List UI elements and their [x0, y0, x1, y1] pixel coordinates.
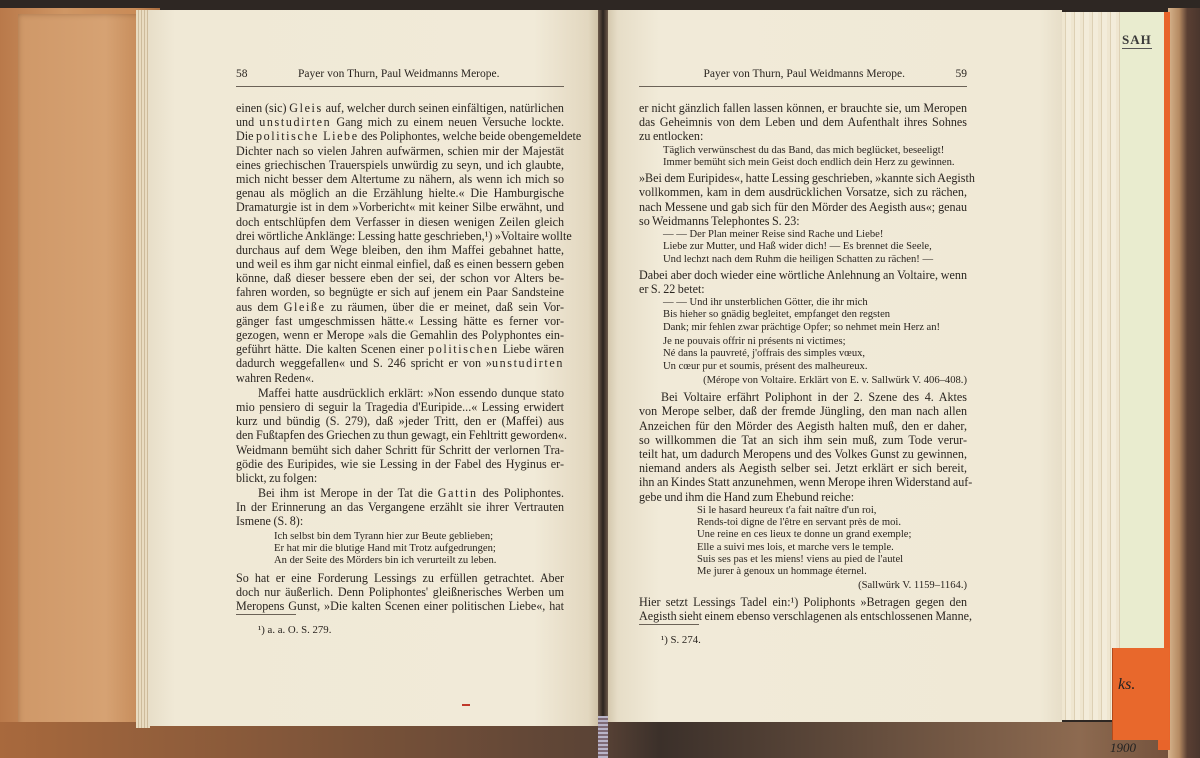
spaced-emphasis: politische Liebe: [256, 129, 359, 144]
text-line: kurz und bündig (S. 279), daß »jeder Tritt, den er (Maffei) aus: [236, 414, 564, 429]
text-line: Rends-toi digne de l'être en servant près de moi.: [697, 517, 902, 529]
page-stack-right: [1062, 12, 1120, 720]
text-line: zu entlocken:: [639, 129, 704, 144]
verse-quote: [639, 145, 967, 170]
text-line: teilt hat, um dadurch Meropens und des Volkes Gunst zu gewinnen,: [639, 447, 967, 461]
spaced-emphasis: unstudirten: [259, 115, 332, 130]
text-line: durchaus auf dem Wege bleiben, den ihm Maffei gebahnet hatte,: [236, 242, 564, 257]
text-line: Je ne pouvais offrir ni présents ni victimes;: [663, 336, 846, 348]
text-line: Une reine en ces lieux te donne un grand exemple;: [697, 529, 912, 541]
text-line: Bei Voltaire erfährt Poliphont in der 2. Szene des 4. Aktes: [661, 390, 967, 405]
orange-tab: [1112, 648, 1169, 740]
verse-quote: [639, 297, 967, 334]
paragraph: [639, 268, 967, 296]
citation: [639, 375, 967, 387]
text-line: Un cœur pur et soumis, présent des malheureux.: [663, 360, 868, 372]
text-line: eines griechischen Trauerspiels unwürdig zu seyn, und ich glaubte,: [236, 157, 564, 172]
text-line: Und lechzt nach dem Ruhm die heiligen Schatten zu rächen! —: [663, 253, 934, 265]
verse-quote: [639, 336, 967, 373]
text-line: Dichter nach so vielen Jahren aufwärmen, schien mir der Majestät: [236, 143, 564, 158]
text-line: Meropens Gunst, »Die kalten Scenen einer politischen Liebe«, hat: [236, 598, 564, 613]
text-line: von Merope selber, daß der fremde Jüngling, den man nach allen: [639, 404, 967, 419]
book-cover-right: [1168, 8, 1200, 758]
footnote: ¹) a. a. O. S. 279.: [258, 624, 332, 637]
text-line: Maffei hatte ausdrücklich erklärt: »Non essendo dunque stato: [258, 385, 564, 400]
running-head-title: Payer von Thurn, Paul Weidmanns Merope.: [703, 68, 905, 80]
text-line: Ismene (S. 8):: [236, 514, 304, 529]
text-line: Ich selbst bin dem Tyrann hier zur Beute geblieben;: [274, 530, 494, 542]
spaced-emphasis: Gleis: [289, 101, 323, 115]
text-segment: und: [236, 115, 260, 130]
text-line: er S. 22 betet:: [639, 281, 705, 296]
text-line: (Mérope von Voltaire. Erklärt von E. v. Sallwürk V. 406–408.): [703, 374, 967, 386]
paragraph: [236, 571, 564, 614]
text-line: Er hat mir die blutige Hand mit Trotz aufgedrungen;: [274, 542, 496, 554]
running-head-title: Payer von Thurn, Paul Weidmanns Merope.: [298, 68, 500, 80]
paragraph: [639, 594, 973, 624]
text-segment: Liebe wären: [498, 342, 564, 357]
text-line: An der Seite des Mörders bin ich verurteilt zu leben.: [274, 555, 497, 567]
text-line: — — Der Plan meiner Reise sind Rache und Liebe!: [663, 228, 884, 240]
verse-quote: [639, 505, 967, 579]
text-line: genau als möglich an die Erzählung hielte.« Die Hamburgische: [236, 186, 564, 201]
paragraph: [639, 101, 967, 144]
spaced-emphasis: politischen: [428, 342, 499, 357]
running-header: [236, 68, 564, 87]
text-line: drei wörtliche Anklänge: Lessing hatte geschrieben,¹) »Voltaire wollte: [236, 228, 572, 243]
text-line: Aegisth sieht einem ebenso verschlagenen als entschlossenen Manne,: [639, 609, 973, 624]
text-segment: Die: [236, 129, 256, 144]
spaced-emphasis: Gleiße: [283, 299, 326, 314]
text-segment: Gang mich zu einem neuen Versuche lockte.: [331, 115, 564, 130]
text-line: Liebe zur Mutter, und Haß wider dich! — Es brennet die Seele,: [663, 241, 932, 253]
text-line: In der Erinnerung an das Vergangene erzählt sie ihrer Vertrauten: [236, 500, 564, 515]
text-line: [236, 486, 564, 500]
text-line: doch nur äußerlich. Denn Poliphontes' gleißnerisches Werben um: [236, 584, 564, 599]
page-number: 58: [236, 68, 248, 80]
text-line: — — Und ihr unsterblichen Götter, die ihr mich: [663, 297, 868, 309]
text-line: Elle a suivi mes lois, et marche vers le temple.: [697, 541, 894, 553]
text-line: mich nicht besser dem Altertume zu nähern, als wenn ich mich so: [236, 171, 564, 186]
text-line: Né dans la pauvreté, j'offrais des simples vœux,: [663, 348, 866, 360]
text-line: Täglich verwünschest du das Band, das mich beglücket, beseeligt!: [663, 144, 945, 156]
slip-rule: [1122, 48, 1152, 49]
text-line: blickt, zu folgen:: [236, 470, 318, 485]
text-segment: des Poliphontes, welche beide obengemeldete: [358, 129, 582, 144]
text-line: wahren Reden«.: [236, 370, 315, 385]
text-segment: auf, welcher durch seinen einfältigen, natürlichen: [322, 101, 564, 115]
text-line: könne, daß dieser bessere eben der sei, der schon vor Alters be-: [236, 271, 564, 286]
book-gutter: [598, 10, 608, 758]
text-line: [236, 342, 564, 356]
text-line: Anzeichen für den Mörder des Aegisth halten muß, den er daher,: [639, 418, 967, 433]
text-line: er nicht gänzlich fallen lassen können, er brauchte sie, um Meropen: [639, 101, 967, 115]
text-line: Suis ses pas et les miens! viens au pied de l'autel: [697, 553, 904, 565]
text-line: [236, 101, 564, 115]
text-line: Me jurer à genoux un hommage éternel.: [697, 566, 867, 578]
text-line: doch entschlüpfen dem Verfasser in diesen wenigen Zeilen gleich: [236, 214, 564, 229]
text-line: nach Messene und gab sich für den Mörder des Aegisth aus«; genau: [639, 199, 967, 214]
body-text: [639, 101, 975, 624]
text-segment: zu räumen, über die er meinet, daß sein Vor-: [325, 299, 564, 314]
text-segment: des Poliphontes.: [477, 486, 564, 501]
text-segment: aus dem: [236, 299, 284, 314]
text-line: so Weidmanns Telephontes S. 23:: [639, 213, 800, 228]
text-line: Dabei aber doch wieder eine wörtliche Anlehnung an Voltaire, wenn: [639, 267, 967, 282]
paragraph: [236, 101, 582, 385]
text-line: mio pensiero di seguir la Tragedia d'Euripide...« Lessing erwidert: [236, 399, 564, 414]
verse-quote: [236, 531, 564, 568]
inserted-slip: [1120, 12, 1164, 712]
text-line: so willkommen die Tat an sich ihm sein muß, zum Tode verur-: [639, 432, 967, 447]
paragraph: [639, 390, 973, 504]
body-text: [236, 101, 582, 613]
text-line: Weidmann bemüht sich daher Schritt für Schritt der verlornen Tra-: [236, 442, 564, 457]
endpaper-left: [18, 14, 143, 744]
paragraph: [639, 171, 975, 228]
text-segment: dadurch weggefallen« und S. 246 spricht er von »: [236, 356, 492, 371]
text-segment: Bei ihm ist Merope in der Tat die: [258, 486, 438, 501]
red-mark: [462, 704, 470, 706]
text-line: gezogen, wenn er Merope »als die Gemahlin des Polyphontes ein-: [236, 328, 564, 342]
text-line: (Sallwürk V. 1159–1164.): [858, 579, 967, 591]
text-line: Dramaturgie ist in dem »Vorbericht« mit keiner Silbe erwähnt, und: [236, 200, 564, 215]
text-line: Hier setzt Lessings Tadel ein:¹) Poliphonts »Betragen gegen den: [639, 594, 967, 609]
text-line: Si le hasard heureux t'a fait naître d'un roi,: [697, 504, 877, 516]
spaced-emphasis: unstudirten: [491, 356, 564, 371]
text-line: [236, 300, 564, 314]
text-line: ihn an Kindes Statt anzunehmen, wenn Merope ihren Widerstand auf-: [639, 475, 973, 490]
text-line: [236, 115, 564, 129]
page-number: 59: [955, 68, 967, 80]
slip-show-through-text: [1124, 198, 1170, 218]
text-segment: einen (sic): [236, 101, 290, 115]
footnote-rule: [639, 624, 699, 625]
tab-handwriting: ks.: [1118, 676, 1136, 693]
footnote-rule: [236, 614, 296, 615]
text-line: vollkommen, kam in dem ausdrücklichen Vorsatze, sich zu rächen,: [639, 185, 967, 200]
bottom-handwriting: 1900: [1110, 740, 1136, 755]
text-line: und weil es ihm gar nicht einmal einfiel, daß es einen bessern geben: [236, 257, 564, 272]
text-line: [236, 356, 564, 370]
right-page-text: [639, 68, 975, 647]
text-line: »Bei dem Euripides«, hatte Lessing geschrieben, »kannte sich Aegisth: [639, 171, 975, 186]
text-line: den Fußtapfen des Griechen zu thun gewagt, ein Fehltritt geworden«.: [236, 428, 568, 443]
text-line: gebe und ihm die Hand zum Ehebund reiche:: [639, 489, 855, 504]
spaced-emphasis: Gattin: [437, 486, 478, 501]
text-segment: geführt hätte. Die kalten Scenen einer: [236, 342, 429, 357]
text-line: Immer bemüht sich mein Geist doch endlich dein Herz zu gewinnen.: [663, 156, 955, 168]
text-line: gödie des Euripides, wie sie Lessing in der Fabel des Hyginus er-: [236, 456, 564, 471]
slip-heading: SAH: [1122, 32, 1152, 47]
verse-quote: [639, 229, 967, 266]
text-line: Dank; mir fehlen zwar prächtige Opfer; so nehmet mein Herz an!: [663, 321, 941, 333]
text-line: So hat er eine Forderung Lessings zu erfüllen getrachtet. Aber: [236, 570, 564, 585]
text-line: niemand anders als Aegisth selber sei. Jetzt erklärt er sich bereit,: [639, 461, 967, 476]
headband: [598, 716, 608, 758]
text-line: fahren worden, so begnügte er sich auf jenem ein Paar Sandsteine: [236, 285, 564, 300]
running-header: [639, 68, 967, 87]
text-line: gänger fast umgeschmissen hätte.« Lessing hätte es ferner vor-: [236, 313, 564, 328]
left-page-text: [236, 68, 582, 637]
paragraph: [236, 486, 564, 529]
footnote: ¹) S. 274.: [661, 634, 701, 647]
text-line: [236, 129, 582, 144]
text-line: Bis hieher so gnädig begleitet, empfanget den regsten: [663, 309, 891, 321]
text-line: das Geheimnis von dem Leben und dem Aufenthalt ihres Sohnes: [639, 115, 967, 130]
paragraph: [236, 385, 568, 485]
citation: [639, 580, 967, 592]
